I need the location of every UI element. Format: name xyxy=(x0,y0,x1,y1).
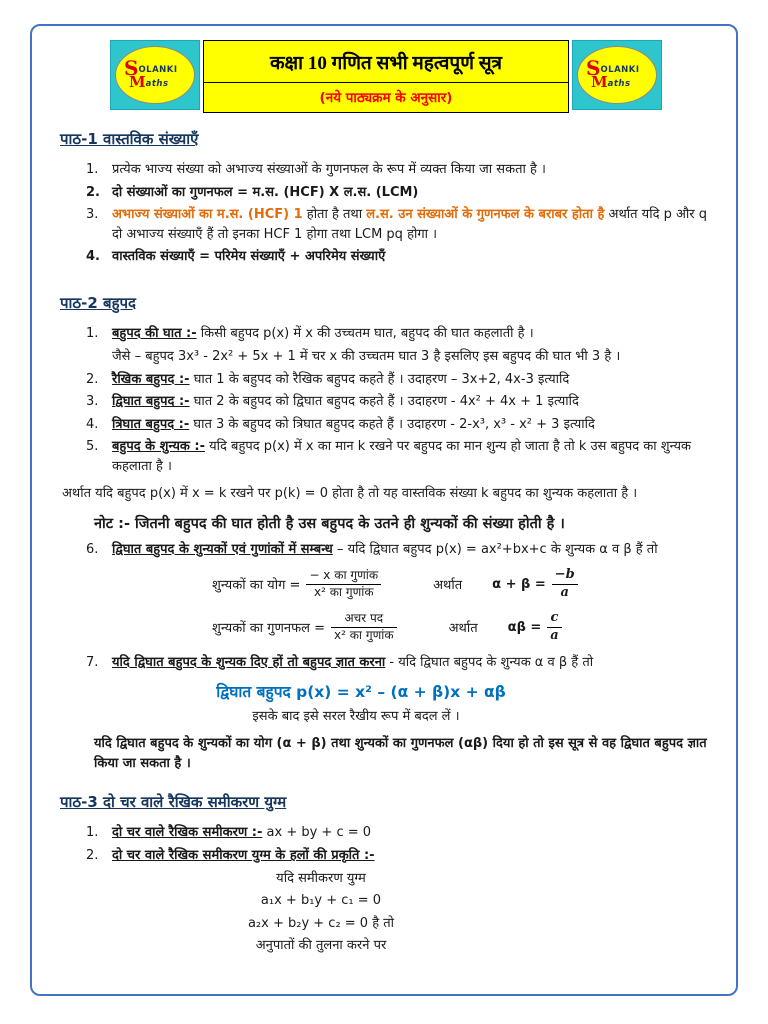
logo-oval xyxy=(115,46,195,104)
term-heading: द्विघात बहुपद के शुन्यकों एवं गुणांकों में सम्बन्ध xyxy=(112,541,333,557)
example-line: जैसे – बहुपद 3x³ - 2x² + 5x + 1 में चर x की उच्चतम घात 3 है इसलिए इस बहुपद की घात भी 3 है । xyxy=(112,349,621,364)
list-item xyxy=(86,415,712,435)
list-marker: 3. xyxy=(86,207,99,222)
list-item xyxy=(86,823,712,843)
page-subtitle: (नये पाठ्यक्रम के अनुसार) xyxy=(204,82,568,112)
fraction-numerator: अचर पद xyxy=(331,611,397,628)
logo-brand-subline xyxy=(129,72,194,91)
term-definition: किसी बहुपद p(x) में x की उच्चतम घात, बहुपद की घात कहलाती है । xyxy=(196,325,534,341)
zeros-product-formula xyxy=(212,610,712,645)
list-marker: 1. xyxy=(86,162,99,177)
equation-2: a₂x + b₂y + c₂ = 0 है तो xyxy=(247,915,395,931)
list-marker: 4. xyxy=(86,249,100,264)
quadratic-polynomial-formula: द्विघात बहुपद p(x) = x² – (α + β)x + αβ xyxy=(216,683,506,702)
term-heading: दो चर वाले रैखिक समीकरण :- xyxy=(112,825,263,841)
list-item-text: प्रत्येक भाज्य संख्या को अभाज्य संख्याओं के गुणनफल के रूप में व्यक्त किया जा सकता है । xyxy=(112,162,546,177)
section-2-list-continued xyxy=(86,540,712,560)
list-item xyxy=(86,247,712,267)
fraction-numerator: − x का गुणांक xyxy=(306,568,381,585)
section-1-list xyxy=(86,160,712,267)
solanki-maths-logo-left xyxy=(110,40,200,110)
term-heading: दो चर वाले रैखिक समीकरण युग्म के हलों की प्रकृति :- xyxy=(112,847,375,863)
section-2-list-item-7 xyxy=(86,653,712,673)
section-3-list xyxy=(86,823,712,865)
list-marker: 2. xyxy=(86,847,99,863)
term-definition: – यदि द्विघात बहुपद p(x) = ax²+bx+c के शुन्यक α व β हैं तो xyxy=(332,541,658,557)
formula-label: शुन्यकों का गुणनफल = xyxy=(212,621,325,637)
fraction-numerator: c xyxy=(547,610,561,628)
highlighted-text: अभाज्य संख्याओं का म.स. (HCF) 1 xyxy=(112,207,303,222)
term-definition: यदि बहुपद p(x) में x का मान k रखने पर बहुपद का मान शुन्य हो जाता है तो k उस बहुपद का शुन्यक कहलाता है । xyxy=(112,439,691,474)
equation-intro-line: यदि समीकरण युग्म xyxy=(276,871,366,887)
formula-lhs: α + β = xyxy=(492,576,546,592)
section-polynomials xyxy=(60,293,712,775)
list-item-text: दो संख्याओं का गुणनफल = म.स. (HCF) X ल.स. (LCM) xyxy=(112,184,419,200)
arthat-label: अर्थात xyxy=(448,621,478,637)
solanki-maths-logo-right xyxy=(572,40,662,110)
logo-oval xyxy=(577,46,657,104)
logo-letter-m: M xyxy=(591,72,608,91)
formula-followup-line: इसके बाद इसे सरल रैखीय रूप में बदल लें । xyxy=(252,709,460,725)
section-linear-equations xyxy=(60,792,712,956)
fraction-denominator: a xyxy=(550,627,559,643)
list-item xyxy=(86,437,712,476)
document-body xyxy=(60,129,712,957)
list-item-text: वास्तविक संख्याएँ = परिमेय संख्याएँ + अपरिमेय संख्याएँ xyxy=(112,249,386,264)
highlighted-text: ल.स. उन संख्याओं के गुणनफल के बराबर होता है xyxy=(366,207,605,222)
term-definition: - यदि द्विघात बहुपद के शुन्यक α व β हैं तो xyxy=(385,654,594,670)
plain-text: अर्थात यदि p और q दो अभाज्य संख्याएँ हैं तो इनका HCF 1 होगा तथा LCM pq होगा । xyxy=(112,207,707,242)
fraction xyxy=(547,610,561,645)
logo-text-olanki: OLANKI xyxy=(600,64,640,75)
page-title: कक्षा 10 गणित सभी महत्वपूर्ण सूत्र xyxy=(269,53,503,74)
list-item xyxy=(86,540,712,560)
list-item xyxy=(86,160,712,180)
list-item-text xyxy=(112,324,712,367)
list-item-text xyxy=(112,205,712,244)
logo-text-aths: aths xyxy=(145,78,169,89)
arthat-label: अर्थात xyxy=(433,578,463,594)
list-marker: 1. xyxy=(86,825,99,841)
term-heading: द्विघात बहुपद :- xyxy=(112,394,190,409)
list-marker: 2. xyxy=(86,184,100,200)
logo-letter-s: S xyxy=(124,55,139,80)
plain-text: होता है तथा xyxy=(302,207,367,222)
term-heading: यदि द्विघात बहुपद के शुन्यक दिए हों तो बहुपद ज्ञात करना xyxy=(112,654,386,670)
term-heading: बहुपद की घात :- xyxy=(112,325,197,341)
list-item-text xyxy=(112,415,712,435)
list-item xyxy=(86,392,712,412)
logo-text-olanki: OLANKI xyxy=(138,64,178,75)
term-definition: घात 2 के बहुपद को द्विघात बहुपद कहते हैं । उदाहरण - 4x² + 4x + 1 इत्यादि xyxy=(189,394,579,409)
list-marker: 5. xyxy=(86,439,99,454)
term-heading: त्रिघात बहुपद :- xyxy=(112,416,190,432)
list-item-text xyxy=(112,370,712,390)
fraction xyxy=(331,611,397,643)
closing-note-paragraph: यदि द्विघात बहुपद के शुन्यकों का योग (α + β) तथा शुन्यकों का गुणनफल (αβ) दिया हो तो इस सूत्र से वह द्विघात बहुपद ज्ञात किया जा सकता है । xyxy=(94,736,707,772)
term-definition: ax + by + c = 0 xyxy=(262,825,372,841)
logo-brand-subline xyxy=(591,72,656,91)
list-item xyxy=(86,324,712,367)
logo-letter-m: M xyxy=(129,72,146,91)
list-item-text xyxy=(112,823,712,843)
list-item-text xyxy=(112,437,712,476)
list-item-text xyxy=(112,392,712,412)
list-item-text xyxy=(112,846,712,866)
section-2-heading: पाठ-2 बहुपद xyxy=(60,293,137,312)
list-marker: 6. xyxy=(86,541,99,557)
fraction-denominator: a xyxy=(560,584,569,600)
section-2-list xyxy=(86,324,712,477)
term-heading: बहुपद के शुन्यक :- xyxy=(112,439,205,454)
zeros-explanation-paragraph: अर्थात यदि बहुपद p(x) में x = k रखने पर p(k) = 0 होता है तो यह वास्तविक संख्या k बहुपद का शुन्यक कहलाता है । xyxy=(62,486,638,501)
fraction-numerator: −b xyxy=(552,567,578,585)
equation-outro-line: अनुपातों की तुलना करने पर xyxy=(255,937,387,953)
list-marker: 3. xyxy=(86,394,99,409)
term-heading: रैखिक बहुपद :- xyxy=(112,371,190,387)
equation-1: a₁x + b₁y + c₁ = 0 xyxy=(260,893,382,909)
list-marker: 1. xyxy=(86,325,99,341)
formula-lhs: αβ = xyxy=(507,619,542,635)
list-item xyxy=(86,370,712,390)
list-item xyxy=(86,653,712,673)
list-marker: 2. xyxy=(86,371,99,387)
fraction xyxy=(552,567,578,602)
section-real-numbers xyxy=(60,129,712,267)
logo-letter-s: S xyxy=(586,55,601,80)
term-definition: घात 3 के बहुपद को त्रिघात बहुपद कहते हैं । उदाहरण - 2-x³, x³ - x² + 3 इत्यादि xyxy=(189,416,595,432)
list-item-text xyxy=(112,653,712,673)
list-marker: 7. xyxy=(86,654,99,670)
page-border xyxy=(30,24,738,996)
section-3-heading: पाठ-3 दो चर वाले रैखिक समीकरण युग्म xyxy=(60,793,287,812)
list-item xyxy=(86,205,712,244)
zeros-sum-formula xyxy=(212,567,712,602)
note-line: नोट :- जितनी बहुपद की घात होती है उस बहुपद के उतने ही शुन्यकों की संख्या होती है । xyxy=(94,515,565,532)
term-definition: घात 1 के बहुपद को रैखिक बहुपद कहते हैं । उदाहरण – 3x+2, 4x-3 इत्यादि xyxy=(189,371,570,387)
section-1-heading: पाठ-1 वास्तविक संख्याएँ xyxy=(60,130,199,148)
fraction-denominator: x² का गुणांक xyxy=(333,627,394,642)
formula-label: शुन्यकों का योग = xyxy=(212,578,301,594)
equation-pair-block xyxy=(60,868,582,956)
list-item xyxy=(86,183,712,203)
header xyxy=(60,40,712,113)
fraction xyxy=(306,568,381,600)
list-item-text xyxy=(112,540,712,560)
fraction-denominator: x² का गुणांक xyxy=(313,584,374,599)
title-box xyxy=(203,40,569,113)
logo-text-aths: aths xyxy=(607,78,631,89)
list-item xyxy=(86,846,712,866)
list-marker: 4. xyxy=(86,416,99,432)
